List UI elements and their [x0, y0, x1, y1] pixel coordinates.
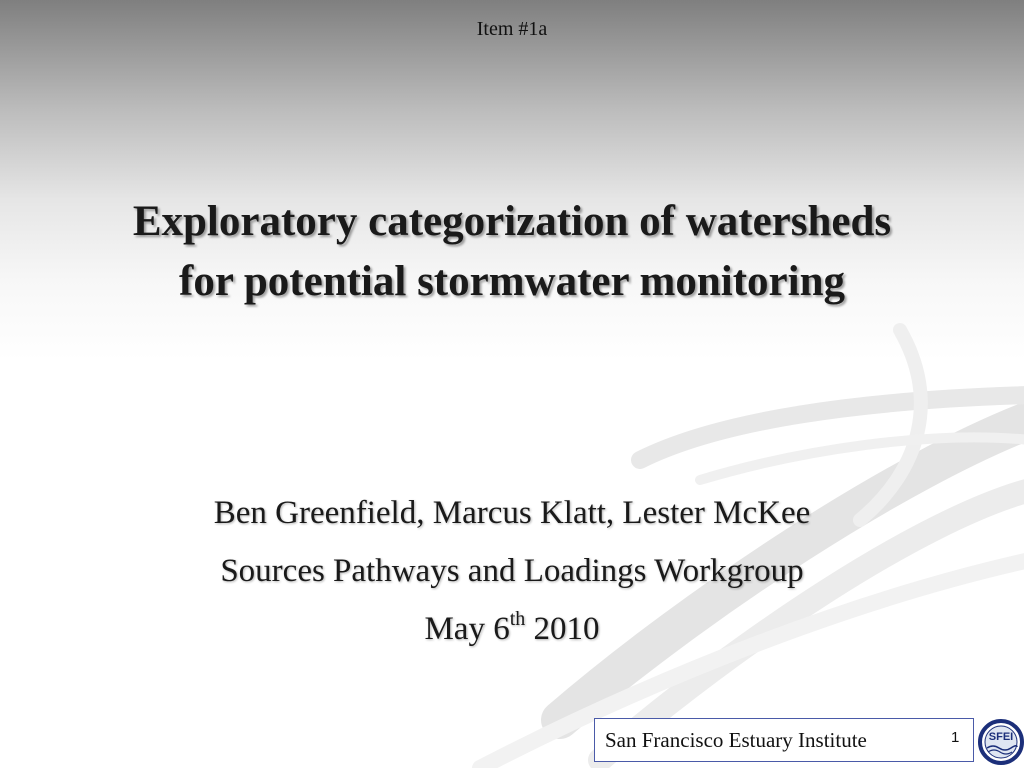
- page-number: 1: [951, 729, 960, 746]
- item-label: Item #1a: [476, 18, 548, 40]
- slide-subtitle: [0, 484, 1024, 658]
- footer-organization: San Francisco Estuary Institute: [605, 728, 867, 752]
- slide-title-line-2: for potential stormwater monitoring: [179, 258, 845, 305]
- sfei-logo-icon: [978, 718, 1024, 766]
- authors-line: Ben Greenfield, Marcus Klatt, Lester McKee: [213, 495, 811, 531]
- date-line: [0, 600, 1024, 658]
- date-superscript: th: [509, 608, 526, 630]
- date-prefix: May 6: [424, 611, 510, 647]
- slide-title: [0, 192, 1024, 312]
- slide-title-line-1: Exploratory categorization of watersheds: [132, 198, 892, 245]
- footer-box: [594, 718, 974, 762]
- workgroup-line: Sources Pathways and Loadings Workgroup: [220, 553, 804, 589]
- date-suffix: 2010: [525, 611, 600, 647]
- logo-text: SFEI: [988, 731, 1014, 743]
